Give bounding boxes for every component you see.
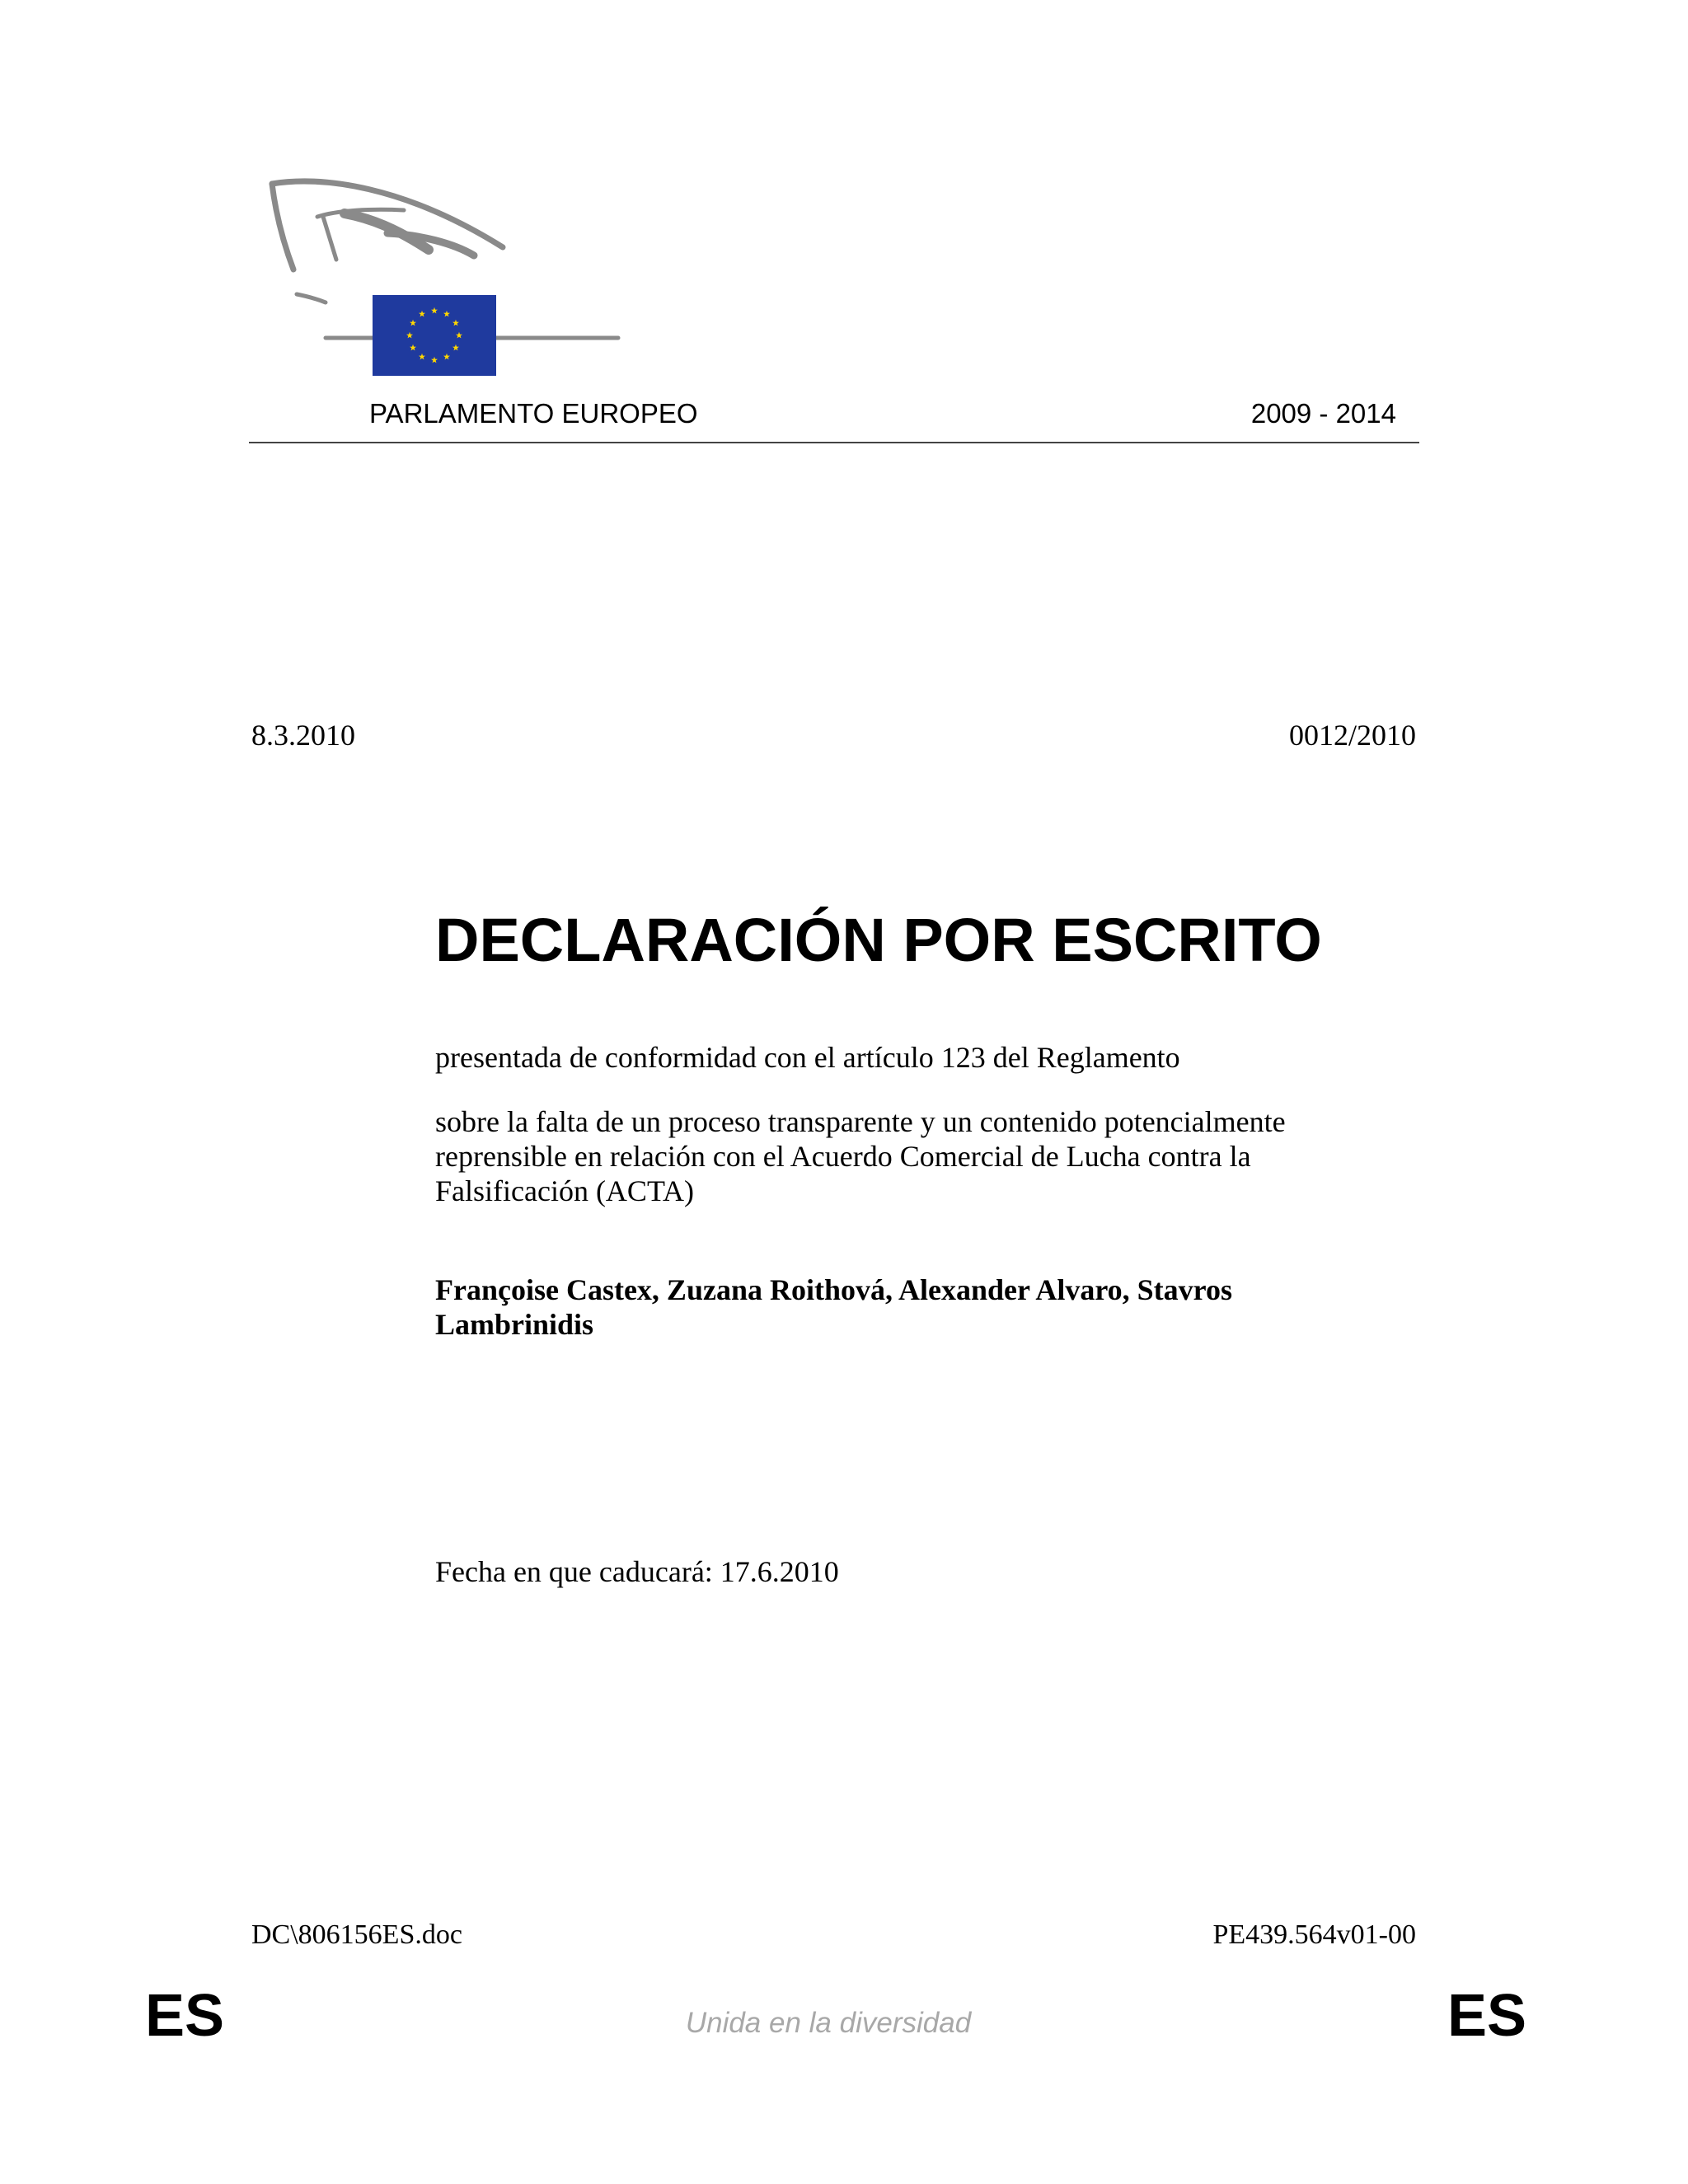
motto: Unida en la diversidad — [685, 2007, 972, 2039]
institution-name: PARLAMENTO EUROPEO — [369, 398, 698, 429]
document-reference: 0012/2010 — [1288, 719, 1416, 752]
expiry-date: Fecha en que caducará: 17.6.2010 — [435, 1555, 839, 1588]
language-code-right: ES — [1447, 1983, 1526, 2049]
header-divider — [249, 442, 1419, 443]
language-code-left: ES — [145, 1983, 225, 2049]
footer-file-name: DC\806156ES.doc — [251, 1919, 462, 1950]
document-date: 8.3.2010 — [251, 719, 355, 752]
document-title: DECLARACIÓN POR ESCRITO — [435, 906, 1322, 974]
legal-basis: presentada de conformidad con el artículo 123 del Reglamento — [435, 1041, 1180, 1074]
document-subject: sobre la falta de un proceso transparente y un contenido potencialmente reprensible en relación con el Acuerdo Comercial de Lucha contra la Falsificación (ACTA) — [435, 1105, 1286, 1207]
european-parliament-logo-icon — [264, 177, 626, 383]
legislative-term: 2009 - 2014 — [1250, 398, 1396, 429]
document-authors: Françoise Castex, Zuzana Roithová, Alexander Alvaro, Stavros Lambrinidis — [435, 1273, 1233, 1341]
footer-pe-reference: PE439.564v01-00 — [1212, 1919, 1416, 1950]
